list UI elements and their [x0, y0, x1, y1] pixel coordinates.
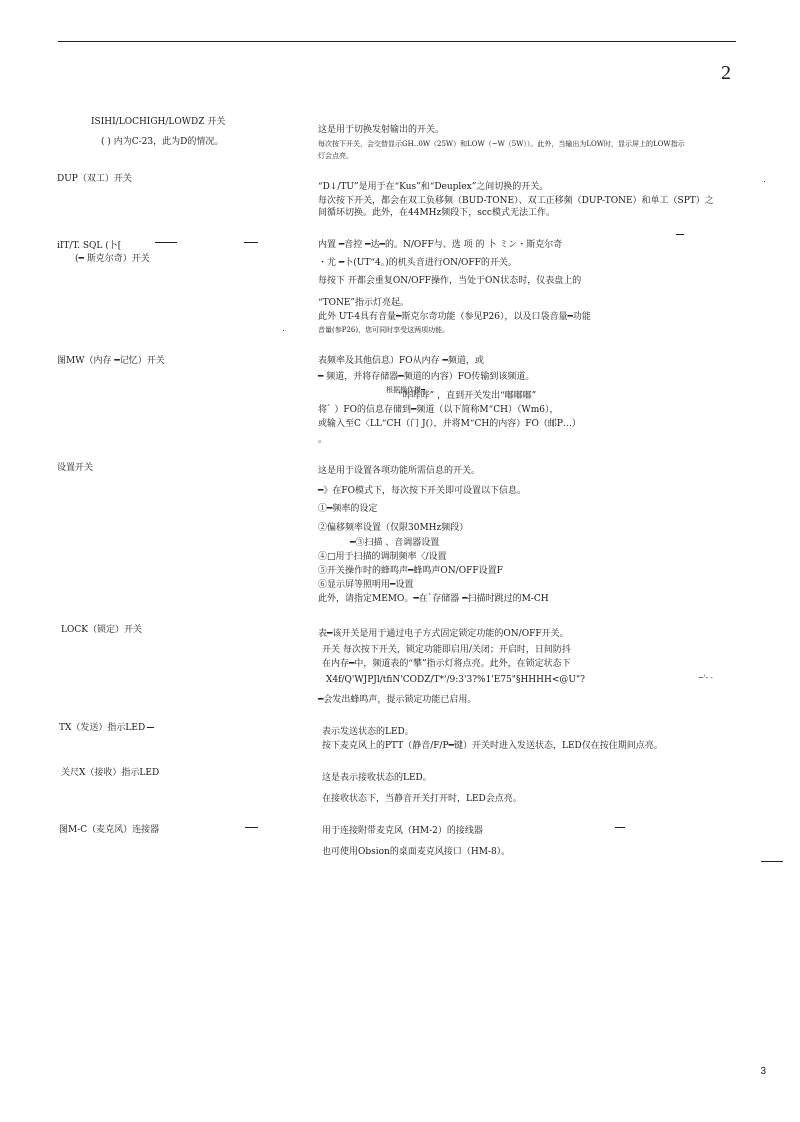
label-dash — [244, 242, 258, 243]
label-tsql-switch-2: (━ 斯克尔奇）开关 — [75, 254, 150, 264]
desc-tsql-line-5: 此外 UT-4具有音量━斯克尔奇功能（参见P26），以及口袋音量━功能 — [318, 312, 591, 322]
desc-dup-line-3: 间循环切换。此外，在44MHz频段下，scc模式无法工作。 — [318, 208, 555, 218]
desc-set-line-4: ②偏移频率设置（仅限30MHz频段） — [318, 523, 469, 533]
desc-tsql-line-3: 每按下 开都会重复ON/OFF操作，当处于ON状态时，仪表盘上的 — [318, 276, 582, 286]
header-rule — [58, 41, 736, 42]
desc-dup-line-1: “D↓/TU”是用于在“Kus”和“Deuplex”之间切换的开关。 — [318, 182, 549, 192]
desc-tx-line-2: 按下麦克风上的PTT（静音/F/P━键）开关时进入发送状态，LED仅在按住期间点亮。 — [322, 741, 663, 751]
desc-mw-line-6: 或输入至C〈LL“CH（门 J(），并将M“CH的内容）FO（邮P…） — [318, 419, 581, 429]
desc-tx-line-1: 表示发送状态的LED。 — [322, 727, 414, 737]
desc-lock-line-4: X4f/Q'WJPJl/tfiN'CODZ/T*'/9:3'3?%1'E75"§HHHH<@U"? — [326, 675, 585, 685]
label-rx-led: 关尺X（接收）指示LED — [61, 768, 160, 778]
margin-dash — [676, 234, 684, 235]
desc-tsql-line-2: ・尤 ━卜(UT“4。)的机头音进行ON/OFF的开关。 — [318, 258, 517, 268]
desc-rx-line-2: 在接收状态下，当静音开关打开时，LED会点亮。 — [322, 794, 522, 804]
desc-lock-line-2: 开关 每次按下开关，锁定功能即启用/关闭；开启时，日间防抖 — [322, 645, 571, 655]
desc-set-line-2: ━》在FO模式下，每次按下开关即可设置以下信息。 — [318, 486, 527, 496]
label-ishi-switch: ISIHI/LOCHIGH/LOWDZ 开关 — [91, 117, 226, 127]
label-mic-connector: 图M-C（麦克风）连接器 — [59, 825, 160, 835]
desc-dup-line-2: 每次按下开关，都会在双工负移频（BUD-TONE）、双工正移频（DUP-TONE）和单工（SPT）之 — [318, 196, 714, 206]
desc-mw-line-2: ━ 频道，并将存储器━频道的内容）FO传输到该频道。 — [318, 372, 535, 382]
desc-ishi-line-2: 每次按下开关，会交替显示GH‥0W（25W）和LOW（~W（5W））。此外，当输出为LOW时，显示屏上的LOW指示 — [318, 140, 685, 148]
desc-tsql-line-6: 音量(参P26)，您可同时享受这两项功能。 — [318, 326, 450, 334]
desc-lock-line-3: 在内存━中，频道表的“攀”指示灯将点亮。此外，在锁定状态下 — [322, 659, 571, 669]
page-number-top: 2 — [721, 62, 731, 84]
lock-margin-note: ~'- - — [698, 674, 713, 682]
desc-mw-line-7: 。 — [318, 435, 328, 445]
desc-mw-line-1: 表频率及其他信息）FO从内存 ━频道，或 — [318, 356, 484, 366]
desc-rx-line-1: 这是表示接收状态的LED。 — [322, 773, 432, 783]
margin-mark — [283, 330, 284, 331]
label-dash — [147, 727, 154, 728]
label-dash — [245, 827, 258, 828]
margin-mark — [764, 181, 765, 182]
label-dash — [155, 242, 177, 243]
label-dup-switch: DUP（双工）开关 — [57, 174, 132, 184]
page-number-bottom: 3 — [760, 1066, 766, 1077]
label-tx-led: TX（发送）指示LED — [59, 723, 146, 733]
desc-mic-line-1: 用于连接附带麦克风（HM-2）的接线器 — [322, 826, 483, 836]
desc-mw-line-4: “哔哔哔” ，直到开关发出“嘟嘟嘟” — [398, 391, 537, 401]
desc-set-line-9: 此外，请指定MEMO。━在`存储器 ━扫描时跳过的M-CH — [318, 594, 549, 604]
label-tsql-switch: iIT/T. SQL (卜[ — [57, 241, 122, 251]
label-mw-switch: 图MW（内存 ━记忆）开关 — [57, 356, 165, 366]
desc-set-line-5: ━③扫描 、音调器设置 — [350, 538, 440, 548]
desc-set-line-6: ④□用于扫描的调制频率〈/设置 — [318, 552, 447, 562]
label-ishi-note: ( ) 内为C-23，此为D的情况。 — [101, 137, 224, 147]
desc-set-line-8: ⑥显示屏等照明用━设置 — [318, 580, 414, 590]
margin-dash — [761, 861, 783, 862]
desc-tsql-line-4: “TONE”指示灯亮起。 — [318, 298, 410, 308]
label-set-switch: 设置开关 — [57, 463, 94, 473]
desc-set-line-1: 这是用于设置各项功能所需信息的开关。 — [318, 466, 481, 476]
desc-mw-line-3: 根据操作模━ — [386, 386, 426, 394]
desc-mw-line-5: 将` ）FO的信息存储到━频道（以下简称M“CH）（Wm6）， — [318, 405, 559, 415]
desc-set-line-7: ⑤开关操作时的蜂鸣声━蜂鸣声ON/OFF设置F — [318, 566, 503, 576]
desc-tsql-line-1: 内置 ━音控 ━达━的。N/OFF与、选 项 的 卜 ミン・斯克尔奇 — [318, 240, 563, 250]
desc-lock-line-5: ━会发出蜂鸣声，提示锁定功能已启用。 — [318, 695, 477, 705]
desc-lock-line-1: 表━该开关是用于通过电子方式固定锁定功能的ON/OFF开关。 — [318, 629, 569, 639]
desc-set-line-3: ①━频率的设定 — [318, 504, 378, 514]
desc-ishi-line-1: 这是用于切换发射输出的开关。 — [318, 125, 445, 135]
desc-mic-line-2: 也可使用Obsion的桌面麦克风接口（HM-8）。 — [322, 847, 511, 857]
label-lock-switch: LOCK（锁定）开关 — [61, 625, 142, 635]
margin-dash — [615, 827, 625, 828]
desc-ishi-line-3: 灯会点亮。 — [318, 152, 353, 160]
